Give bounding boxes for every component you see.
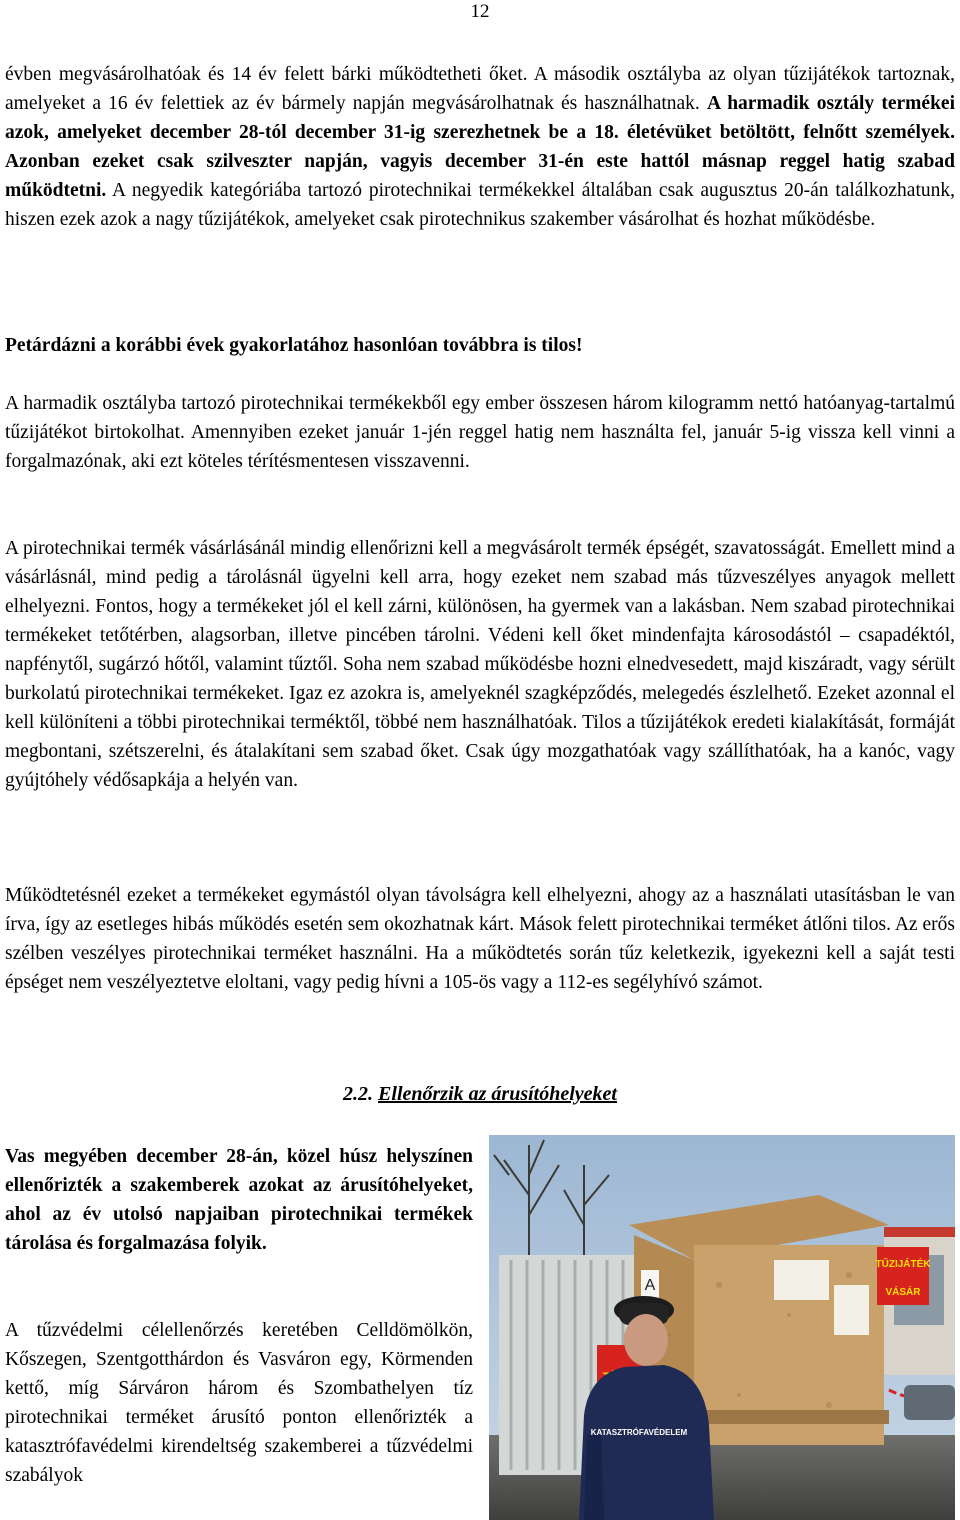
body-paragraph: A tűzvédelmi célellenőrzés keretében Celldömölkön, Kőszegen, Szentgotthárdon és Vasváron egy, Körmenden kettő, míg Sárváron három és Szombathelyen tíz pirotechnikai terméket árusító ponton ellenőrizték a katasztrófavédelmi kirendeltség szakemberei a tűzvédelmi szabályok [5,1320,473,1486]
inspection-photo [489,1135,955,1520]
paragraph-third-class-limit: A harmadik osztályba tartozó pirotechnikai termékekből egy ember összesen három kilogramm nettó hatóanyag-tartalmú tűzijátékot birtokolhat. Amennyiben ezeket január 1-jén reggel hatig nem használta fel, január 5-ig vissza kell vinni a forgalmazónak, aki ezt köteles térítésmentesen visszavenni. [5,393,955,472]
inspection-photo-illustration [489,1135,955,1520]
page-number: 12 [470,1,490,22]
section-heading: 2.2. Ellenőrzik az árusítóhelyeket [343,1083,617,1105]
booth-letter-a: A [644,1277,656,1294]
paragraph-firework-classes: évben megvásárolhatóak és 14 év felett bárki működtetheti őket. A második osztályba az olyan tűzijátékok tartoznak, amelyeket a 16 év felettiek az év bármely napján megvásárolhatnak és használhatnak. A harmadik osztály termékei azok, amelyeket december 28-tól december 31-ig szerezhetnek be a 18. életévüket betöltött, felnőtt személyek. Azonban ezeket csak szilveszter napján, vagyis december 31-én este hattól másnap reggel hatig szabad működtetni. A negyedik kategóriába tartozó pirotechnikai termékekkel általában csak augusztus 20-án találkozhatunk, hiszen ezek azok a nagy tűzijátékok, amelyeket csak pirotechnikus szakember vásárolhat és hozhat működésbe. [5,64,955,230]
sign-bottom-text: VÁSÁR [885,1287,921,1298]
paragraph-petard-ban: Petárdázni a korábbi évek gyakorlatához hasonlóan továbbra is tilos! [5,335,583,356]
lead-paragraph: Vas megyében december 28-án, közel húsz helyszínen ellenőrizték a szakemberek azokat az árusítóhelyeket, ahol az év utolsó napjaiban pirotechnikai termékek tárolása és forgalmazása folyik. [5,1146,473,1254]
fireworks-sign [876,1247,932,1305]
jacket-text: KATASZTRÓFAVÉDELEM [590,1428,688,1437]
paragraph-purchase-storage: A pirotechnikai termék vásárlásánál mindig ellenőrizni kell a megvásárolt termék épségét, szavatosságát. Emellett mind a vásárlásnál, mind pedig a tárolásnál ügyelni kell arra, hogy ezeket nem szabad más tűzveszélyes anyagok mellett elhelyezni. Fontos, hogy a termékeket jól el kell zárni, különösen, ha gyermek van a lakásban. Nem szabad pirotechnikai termékeket tetőtérben, alagsorban, illetve pincében tárolni. Védeni kell őket mindenfajta károsodástól – csapadéktól, napfénytől, sugárzó hőtől, valamint tűztől. Soha nem szabad működésbe hozni elnedvesedett, majd kiszáradt, vagy sérült burkolatú pirotechnikai termékeket. Igaz ez azokra is, amelyeknél szagképződés, melegedés észlelhető. Ezeket azonnal el kell különíteni a többi pirotechnikai terméktől, többé nem használhatóak. Tilos a tűzijátékok eredeti kialakítását, formáját megbontani, szétszerelni, és átalakítani sem szabad őket. Csak úgy mozgathatóak vagy szállíthatóak, ha a kanóc, vagy gyújtóhely védősapkája a helyén van. [5,538,955,791]
sign-top-text: TŰZIJÁTÉK [875,1259,931,1270]
paragraph-operation: Működtetésnél ezeket a termékeket egymástól olyan távolságra kell elhelyezni, ahogy az a használati utasításban le van írva, így az esetleges hibás működés esetén sem okozhatnak kárt. Mások felett pirotechnikai terméket átlőni tilos. Az erős szélben veszélyes pirotechnikai terméket használni. Ha a működtetés során tűz keletkezik, igyekezni kell a saját testi épséget nem veszélyeztetve eloltani, vagy pedig hívni a 105-ös vagy a 112-es segélyhívó számot. [5,885,955,993]
